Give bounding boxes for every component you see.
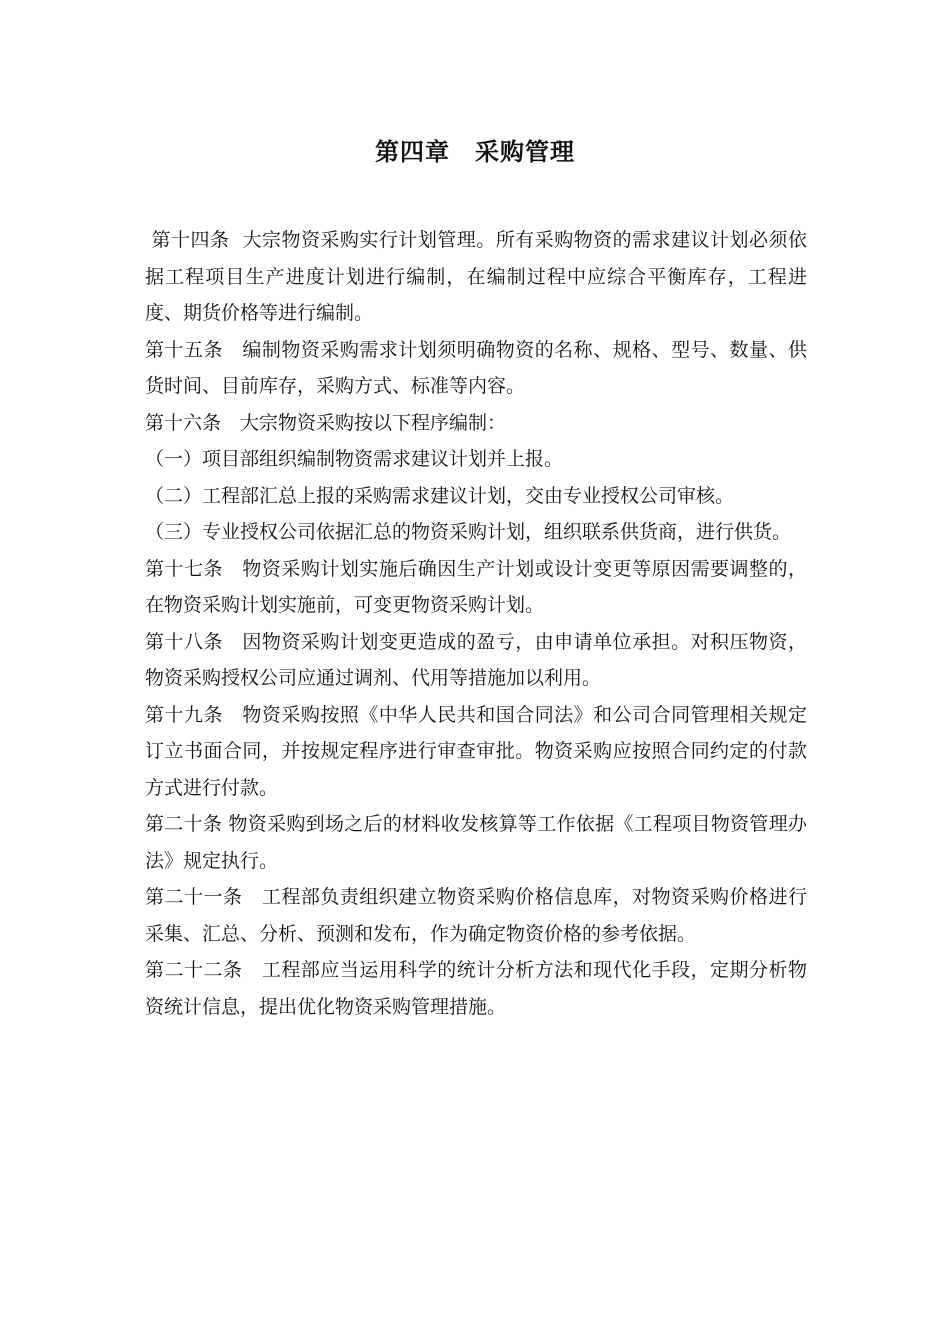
article-22: 第二十二条 工程部应当运用科学的统计分析方法和现代化手段，定期分析物资统计信息，提出优化物资采购管理措施。	[145, 959, 807, 1018]
article-17: 第十七条 物资采购计划实施后确因生产计划或设计变更等原因需要调整的，在物资采购计划实施前，可变更物资采购计划。	[145, 557, 807, 616]
chapter-title: 第四章 采购管理	[375, 138, 575, 166]
document-body	[145, 222, 807, 1025]
article-15: 第十五条 编制物资采购需求计划须明确物资的名称、规格、型号、数量、供货时间、目前库存，采购方式、标准等内容。	[145, 338, 807, 397]
article-19: 第十九条 物资采购按照《中华人民共和国合同法》和公司合同管理相关规定订立书面合同，并按规定程序进行审查审批。物资采购应按照合同约定的付款方式进行付款。	[145, 703, 807, 799]
article-16: 第十六条 大宗物资采购按以下程序编制：	[145, 411, 507, 434]
procedure-step-3: （三）专业授权公司依据汇总的物资采购计划，组织联系供货商，进行供货。	[145, 521, 792, 543]
procedure-step-2: （二）工程部汇总上报的采购需求建议计划，交由专业授权公司审核。	[145, 484, 735, 507]
article-21: 第二十一条 工程部负责组织建立物资采购价格信息库，对物资采购价格进行采集、汇总、分析、预测和发布，作为确定物资价格的参考依据。	[145, 886, 807, 945]
procedure-step-1: （一）项目部组织编制物资需求建议计划并上报。	[145, 448, 564, 470]
article-18: 第十八条 因物资采购计划变更造成的盈亏，由申请单位承担。对积压物资，物资采购授权公司应通过调剂、代用等措施加以利用。	[145, 630, 807, 689]
article-20: 第二十条 物资采购到场之后的材料收发核算等工作依据《工程项目物资管理办法》规定执行。	[145, 813, 807, 872]
article-14: 第十四条 大宗物资采购实行计划管理。所有采购物资的需求建议计划必须依据工程项目生产进度计划进行编制，在编制过程中应综合平衡库存，工程进度、期货价格等进行编制。	[145, 229, 807, 324]
